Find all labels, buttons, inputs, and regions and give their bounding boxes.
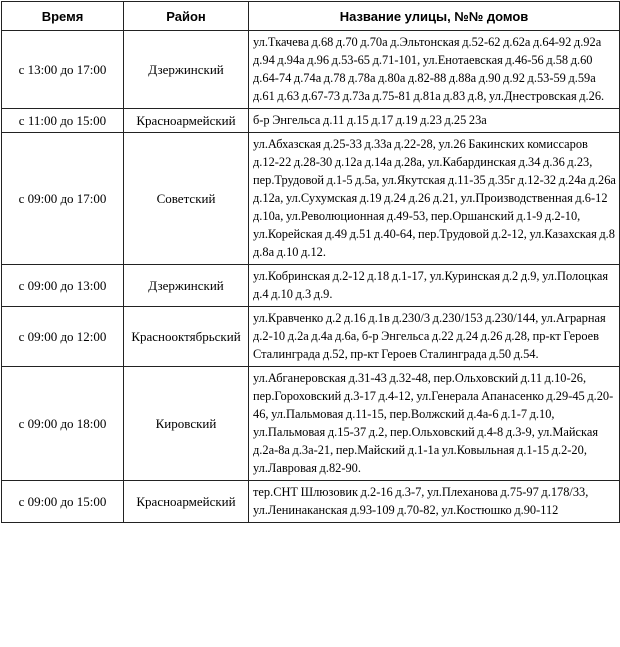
row-time: с 09:00 до 15:00 bbox=[2, 481, 124, 523]
row-streets: ул.Абганеровская д.31-43 д.32-48, пер.Ольховский д.11 д.10-26, пер.Гороховский д.3-17 д.4-12, ул.Генерала Апанасенко д.29-45 д.20-46, ул.Пальмовая д.11-15, пер.Волжский д.4а-6 д.1-7 д.10, ул.Пальмовая д.15-37 д.2, пер.Ольховский д.4-8 д.3-9, ул.Майская д.2а-8а д.3а-21, пер.Майский д.1-1а ул.Ковыльная д.1-15 д.2-20, ул.Лавровая д.82-90. bbox=[249, 367, 620, 481]
row-time: с 09:00 до 13:00 bbox=[2, 265, 124, 307]
row-district: Дзержинский bbox=[124, 265, 249, 307]
row-streets: ул.Кравченко д.2 д.16 д.1в д.230/3 д.230/153 д.230/144, ул.Аграрная д.2-10 д.2а д.4а д.6а, б-р Энгельса д.22 д.24 д.26 д.28, пр-кт Героев Сталинграда д.52, пр-кт Героев Сталинграда д.50 д.54. bbox=[249, 307, 620, 367]
table-row bbox=[2, 31, 620, 109]
row-streets: б-р Энгельса д.11 д.15 д.17 д.19 д.23 д.25 23а bbox=[249, 109, 620, 133]
row-streets: тер.СНТ Шлюзовик д.2-16 д.3-7, ул.Плеханова д.75-97 д.178/33, ул.Ленинаканская д.93-109 д.70-82, ул.Костюшко д.90-112 bbox=[249, 481, 620, 523]
row-time: с 11:00 до 15:00 bbox=[2, 109, 124, 133]
row-time: с 09:00 до 17:00 bbox=[2, 133, 124, 265]
row-streets: ул.Ткачева д.68 д.70 д.70а д.Эльтонская д.52-62 д.62а д.64-92 д.92а д.94 д.94а д.96 д.53-65 д.71-101, ул.Енотаевская д.46-56 д.58 д.60 д.64-74 д.74а д.78 д.78а д.80а д.82-88 д.88а д.90 д.92 д.53-59 д.59а д.61 д.63 д.67-73 д.73а д.75-81 д.81а д.83 д.8, ул.Днестровская д.26. bbox=[249, 31, 620, 109]
row-district: Красноармейский bbox=[124, 481, 249, 523]
row-streets: ул.Абхазская д.25-33 д.33а д.22-28, ул.26 Бакинских комиссаров д.12-22 д.28-30 д.12а д.14а д.28а, ул.Кабардинская д.34 д.36 д.23, пер.Трудовой д.1-5 д.5а, ул.Якутская д.11-35 д.35г д.12-32 д.24а д.26а д.12а, ул.Сухумская д.19 д.24 д.26 д.21, ул.Производственная д.6-12 д.10а, ул.Революционная д.49-53, пер.Оршанский д.1-9 д.2-10, ул.Корейская д.49 д.51 д.40-64, пер.Трудовой д.2-12, ул.Казахская д.8 д.8а д.10 д.12. bbox=[249, 133, 620, 265]
row-district: Советский bbox=[124, 133, 249, 265]
row-streets: ул.Кобринская д.2-12 д.18 д.1-17, ул.Куринская д.2 д.9, ул.Полоцкая д.4 д.10 д.3 д.9. bbox=[249, 265, 620, 307]
header-streets: Название улицы, №№ домов bbox=[249, 2, 620, 31]
row-district: Красноармейский bbox=[124, 109, 249, 133]
table-row bbox=[2, 265, 620, 307]
header-district: Район bbox=[124, 2, 249, 31]
row-district: Краснооктябрьский bbox=[124, 307, 249, 367]
table-row bbox=[2, 367, 620, 481]
header-row bbox=[2, 2, 620, 31]
table-row bbox=[2, 133, 620, 265]
row-time: с 09:00 до 18:00 bbox=[2, 367, 124, 481]
row-district: Дзержинский bbox=[124, 31, 249, 109]
row-district: Кировский bbox=[124, 367, 249, 481]
header-time: Время bbox=[2, 2, 124, 31]
outage-schedule-table bbox=[1, 1, 620, 523]
table-row bbox=[2, 307, 620, 367]
table-row bbox=[2, 109, 620, 133]
row-time: с 13:00 до 17:00 bbox=[2, 31, 124, 109]
row-time: с 09:00 до 12:00 bbox=[2, 307, 124, 367]
table-row bbox=[2, 481, 620, 523]
